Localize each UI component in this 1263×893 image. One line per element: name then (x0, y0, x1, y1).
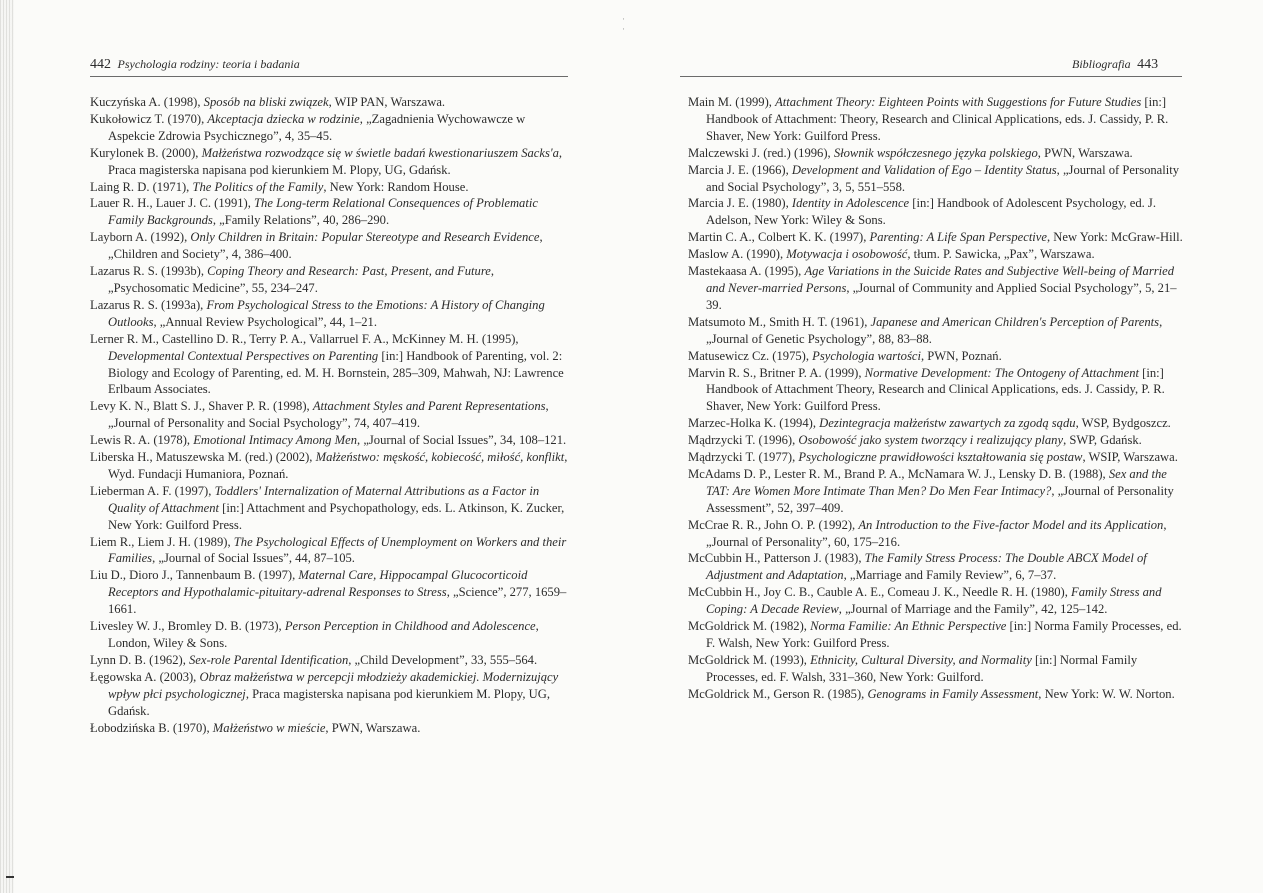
bibliography-entry (688, 652, 1184, 686)
entry-title: Psychologia wartości (812, 348, 921, 363)
left-running-header (90, 56, 300, 76)
bibliography-entry (90, 179, 572, 196)
entry-title: Sex and the TAT: Are Women More Intimate Than Men? Do Men Fear Intimacy? (706, 466, 1167, 498)
entry-authors: Malczewski J. (red.) (1996), (688, 145, 834, 160)
bibliography-entry (90, 297, 572, 331)
entry-authors: Lewis R. A. (1978), (90, 433, 194, 448)
entry-title: Development and Validation of Ego – Identity Status (791, 162, 1057, 177)
bibliography-entry (688, 263, 1184, 314)
entry-authors: Layborn A. (1992), (90, 230, 191, 245)
bibliography-entry (688, 618, 1184, 652)
entry-title: Małżeństwo: męskość, kobiecość, miłość, konflikt (315, 450, 565, 465)
entry-details: [in:] Handbook of Parenting, vol. 2: Biology and Ecology of Parenting, ed. M. H. Bornstein, 285–309, Mahwah, NJ: Lawrence Erlbaum Associates. (108, 348, 564, 397)
entry-title: Dezintegracja małżeństw zawartych za zgodą sądu (819, 416, 1076, 431)
entry-title: Only Children in Britain: Popular Stereotype and Research Evidence (190, 230, 540, 245)
entry-authors: Marzec-Holka K. (1994), (688, 416, 820, 431)
entry-title: An Introduction to the Five-factor Model and its Application (858, 517, 1164, 532)
entry-authors: McAdams D. P., Lester R. M., Brand P. A., McNamara W. J., Lensky D. B. (1988), (688, 466, 1109, 481)
entry-title: Sex-role Parental Identification (189, 652, 349, 667)
entry-title: Ethnicity, Cultural Diversity, and Normality (810, 652, 1032, 667)
scan-corner-mark (6, 876, 14, 878)
entry-details: , „Journal of Social Issues”, 34, 108–121. (357, 433, 567, 448)
bibliography-entry (688, 550, 1184, 584)
entry-title: Genograms in Family Assessment (867, 686, 1039, 701)
bibliography-entry (688, 365, 1184, 416)
entry-details: , „Journal of Personality and Social Psychology”, 74, 407–419. (108, 399, 549, 431)
entry-details: , PWN, Poznań. (920, 348, 1002, 363)
bibliography-entry (90, 195, 572, 229)
entry-details: , WSIP, Warszawa. (1082, 450, 1178, 465)
right-bibliography-list (688, 94, 1184, 703)
entry-title: Psychologiczne prawidłowości kształtowania się postaw (798, 450, 1083, 465)
entry-authors: McGoldrick M. (1982), (688, 619, 811, 634)
entry-title: Age Variations in the Suicide Rates and Subjective Well-being of Married and Never-married Persons (706, 264, 1175, 295)
entry-details: [in:] Norma Family Processes, ed. F. Walsh, New York: Guilford Press. (706, 619, 1182, 650)
entry-details: , PWN, Warszawa. (325, 720, 421, 735)
entry-title: Attachment Theory: Eighteen Points with Suggestions for Future Studies (775, 95, 1142, 109)
bibliography-entry (688, 348, 1184, 365)
entry-title: Motywacja i osobowość (786, 247, 908, 262)
right-running-header (1072, 56, 1158, 76)
entry-details: , „Journal of Social Issues”, 44, 87–105. (152, 551, 355, 566)
bibliography-entry (688, 314, 1184, 348)
bibliography-entry (688, 686, 1184, 703)
bibliography-entry (688, 94, 1184, 145)
entry-authors: Liberska H., Matuszewska M. (red.) (2002), (90, 450, 316, 465)
entry-details: , „Journal of Personality and Social Psychology”, 3, 5, 551–558. (706, 162, 1180, 194)
bibliography-entry (90, 720, 572, 737)
entry-details: , New York: W. W. Norton. (1038, 686, 1175, 701)
entry-details: [in:] Handbook of Adolescent Psychology, ed. J. Adelson, New York: Wiley & Sons. (706, 196, 1156, 228)
left-bibliography-list (90, 94, 572, 736)
bibliography-entry (90, 534, 572, 568)
left-running-title: Psychologia rodziny: teoria i badania (117, 57, 300, 71)
bibliography-entry (90, 669, 572, 720)
entry-details: , „Journal of Genetic Psychology”, 88, 83–88. (706, 314, 1163, 346)
entry-title: Osobowość jako system tworzący i realizujący plany (798, 433, 1064, 448)
left-page-number: 442 (90, 57, 111, 72)
entry-details: [in:] Handbook of Attachment: Theory, Research and Clinical Applications, eds. J. Cassidy, P. R. Shaver, New York: Guilford Press. (706, 95, 1169, 143)
entry-authors: Matsumoto M., Smith H. T. (1961), (688, 314, 871, 329)
entry-details: , „Children and Society”, 4, 386–400. (108, 230, 543, 262)
entry-authors: Kurylonek B. (2000), (90, 145, 202, 160)
entry-authors: Lynn D. B. (1962), (90, 652, 189, 667)
entry-details: , Wyd. Fundacji Humaniora, Poznań. (108, 450, 568, 481)
entry-details: , „Psychosomatic Medicine”, 55, 234–247. (108, 264, 494, 295)
entry-authors: Liem R., Liem J. H. (1989), (90, 534, 234, 549)
entry-title: Małżeństwa rozwodzące się w świetle badań kwestionariuszem Sacks'a (201, 145, 559, 160)
entry-authors: McCubbin H., Patterson J. (1983), (688, 551, 865, 566)
right-header-rule (680, 76, 1182, 77)
bibliography-entry (90, 94, 572, 111)
entry-title: Toddlers' Internalization of Maternal Attributions as a Factor in Quality of Attachment (108, 483, 540, 515)
entry-details: , „Child Development”, 33, 555–564. (348, 652, 538, 667)
entry-authors: Mastekaasa A. (1995), (688, 264, 805, 279)
entry-details: [in:] Normal Family Processes, ed. F. Walsh, 331–360, New York: Guilford. (706, 652, 1138, 684)
bibliography-entry (688, 584, 1184, 618)
entry-details: , tłum. P. Sawicka, „Pax”, Warszawa. (907, 247, 1095, 262)
entry-title: Family Stress and Coping: A Decade Review (706, 585, 1162, 617)
entry-title: The Politics of the Family (192, 179, 324, 194)
entry-details: [in:] Attachment and Psychopathology, eds. L. Atkinson, K. Zucker, New York: Guilford Press. (108, 500, 565, 532)
entry-title: Identity in Adolescence (791, 196, 910, 211)
entry-title: Obraz małżeństwa w percepcji młodzieży akademickiej. Modernizujący wpływ płci psychologicznej (108, 669, 559, 701)
entry-authors: Main M. (1999), (688, 95, 776, 109)
bibliography-entry (90, 263, 572, 297)
entry-authors: McCubbin H., Joy C. B., Cauble A. E., Comeau J. K., Needle R. H. (1980), (688, 585, 1072, 600)
right-page-number: 443 (1137, 57, 1159, 72)
entry-details: , London, Wiley & Sons. (108, 619, 539, 650)
entry-authors: Mądrzycki T. (1996), (688, 433, 799, 448)
left-header-rule (90, 76, 568, 77)
entry-details: , New York: Random House. (323, 179, 469, 194)
entry-details: , „Family Relations”, 40, 286–290. (212, 213, 390, 228)
entry-title: Sposób na bliski związek (203, 95, 329, 109)
entry-authors: Mądrzycki T. (1977), (688, 450, 799, 465)
entry-title: From Psychological Stress to the Emotions: A History of Changing Outlooks (108, 297, 545, 329)
entry-authors: Lerner R. M., Castellino D. R., Terry P. A., Vallarruel F. A., McKinney M. H. (1995), (90, 331, 519, 346)
entry-authors: Matusewicz Cz. (1975), (688, 348, 813, 363)
entry-title: Norma Familie: An Ethnic Perspective (810, 619, 1007, 634)
entry-details: , SWP, Gdańsk. (1063, 433, 1142, 448)
entry-authors: Łęgowska A. (2003), (90, 669, 200, 684)
bibliography-entry (90, 229, 572, 263)
entry-details: , „Journal of Personality”, 60, 175–216. (706, 517, 1167, 549)
bibliography-entry (90, 652, 572, 669)
entry-details: , „Marriage and Family Review”, 6, 7–37. (843, 568, 1057, 583)
entry-authors: Lieberman A. F. (1997), (90, 483, 215, 498)
entry-title: Person Perception in Childhood and Adolescence (284, 619, 536, 634)
entry-details: , Praca magisterska napisana pod kierunkiem M. Plopy, UG, Gdańsk. (108, 145, 563, 177)
entry-details: , „Annual Review Psychological”, 44, 1–21. (153, 314, 377, 329)
bibliography-entry (90, 111, 572, 145)
entry-details: , „Journal of Personality Assessment”, 52, 397–409. (706, 483, 1174, 515)
entry-title: Małżeństwo w mieście (212, 720, 326, 735)
entry-authors: Łobodzińska B. (1970), (90, 720, 213, 735)
entry-authors: Lazarus R. S. (1993b), (90, 264, 208, 279)
entry-authors: Marcia J. E. (1966), (688, 162, 792, 177)
entry-authors: Maslow A. (1990), (688, 247, 787, 262)
entry-authors: McCrae R. R., John O. P. (1992), (688, 517, 859, 532)
entry-authors: Levy K. N., Blatt S. J., Shaver P. R. (1998), (90, 399, 313, 414)
entry-authors: Kukołowicz T. (1970), (90, 111, 208, 126)
bibliography-entry (90, 331, 572, 399)
entry-title: Akceptacja dziecka w rodzinie (207, 111, 360, 126)
bibliography-entry (688, 195, 1184, 229)
bibliography-entry (688, 162, 1184, 196)
right-running-title: Bibliografia (1072, 57, 1131, 71)
entry-details: , „Journal of Community and Applied Social Psychology”, 5, 21–39. (706, 280, 1177, 312)
entry-title: Emotional Intimacy Among Men (193, 433, 358, 448)
bibliography-entry (90, 145, 572, 179)
bibliography-entry (688, 145, 1184, 162)
bibliography-entry (90, 483, 572, 534)
entry-title: Słownik współczesnego języka polskiego (833, 145, 1038, 160)
bibliography-entry (90, 432, 572, 449)
bibliography-entry (688, 229, 1184, 246)
entry-title: Maternal Care, Hippocampal Glucocorticoid Receptors and Hypothalamic-pituitary-adrenal Responses to Stress (108, 568, 528, 600)
entry-authors: Liu D., Dioro J., Tannenbaum B. (1997), (90, 568, 299, 583)
entry-authors: McGoldrick M., Gerson R. (1985), (688, 686, 868, 701)
entry-title: Normative Development: The Ontogeny of Attachment (864, 365, 1139, 380)
binding-edge (0, 0, 14, 893)
entry-authors: Laing R. D. (1971), (90, 179, 193, 194)
bibliography-entry (688, 415, 1184, 432)
bibliography-entry (688, 517, 1184, 551)
entry-details: , WIP PAN, Warszawa. (328, 95, 446, 109)
entry-title: Coping Theory and Research: Past, Present, and Future (207, 264, 491, 279)
entry-authors: McGoldrick M. (1993), (688, 652, 811, 667)
entry-authors: Kuczyńska A. (1998), (90, 95, 204, 109)
entry-authors: Livesley W. J., Bromley D. B. (1973), (90, 619, 285, 634)
bibliography-entry (90, 398, 572, 432)
bibliography-entry (90, 449, 572, 483)
scan-mark: · · (622, 14, 627, 34)
entry-details: , Praca magisterska napisana pod kierunkiem M. Plopy, UG, Gdańsk. (108, 686, 550, 718)
bibliography-entry (90, 618, 572, 652)
entry-title: Japanese and American Children's Perception of Parents (870, 314, 1160, 329)
entry-authors: Martin C. A., Colbert K. K. (1997), (688, 230, 870, 245)
entry-details: , „Science”, 277, 1659–1661. (108, 585, 567, 617)
entry-title: Parenting: A Life Span Perspective (869, 230, 1047, 245)
entry-details: , „Zagadnienia Wychowawcze w Aspekcie Zdrowia Psychicznego”, 4, 35–45. (108, 111, 526, 143)
entry-title: The Psychological Effects of Unemployment on Workers and their Families (108, 534, 567, 566)
entry-details: , PWN, Warszawa. (1037, 145, 1133, 160)
bibliography-entry (90, 567, 572, 618)
bibliography-entry (688, 432, 1184, 449)
entry-details: , WSP, Bydgoszcz. (1075, 416, 1171, 431)
entry-authors: Marvin R. S., Britner P. A. (1999), (688, 365, 865, 380)
entry-details: , New York: McGraw-Hill. (1047, 230, 1183, 245)
entry-authors: Marcia J. E. (1980), (688, 196, 792, 211)
entry-title: The Family Stress Process: The Double ABCX Model of Adjustment and Adaptation (706, 551, 1147, 583)
bibliography-entry (688, 246, 1184, 263)
entry-authors: Lazarus R. S. (1993a), (90, 297, 207, 312)
entry-title: The Long-term Relational Consequences of Problematic Family Backgrounds (108, 196, 538, 228)
bibliography-entry (688, 449, 1184, 466)
bibliography-entry (688, 466, 1184, 517)
entry-details: [in:] Handbook of Attachment Theory, Research and Clinical Applications, eds. J. Cassidy, P. R. Shaver, New York: Guilford Press. (706, 365, 1165, 414)
entry-authors: Lauer R. H., Lauer J. C. (1991), (90, 196, 255, 211)
entry-title: Developmental Contextual Perspectives on Parenting (108, 348, 379, 363)
entry-title: Attachment Styles and Parent Representations (312, 399, 546, 414)
entry-details: , „Journal of Marriage and the Family”, 42, 125–142. (838, 602, 1108, 617)
